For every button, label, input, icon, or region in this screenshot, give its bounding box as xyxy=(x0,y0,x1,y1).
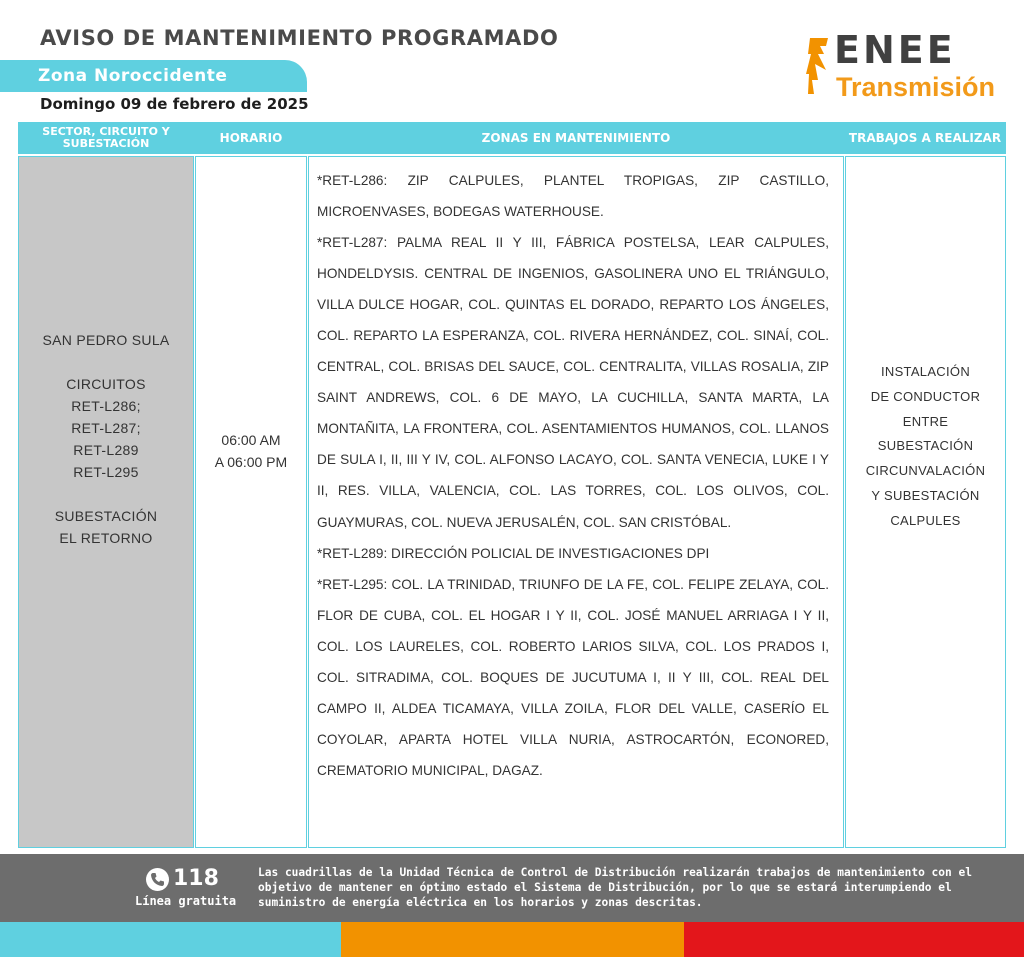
trabajos-info xyxy=(846,360,1005,534)
notice-title: AVISO DE MANTENIMIENTO PROGRAMADO xyxy=(40,26,559,50)
footer-notice: Las cuadrillas de la Unidad Técnica de Control de Distribución realizarán trabajos de mantenimiento con el objetivo de mantener en óptimo estado el Sistema de Distribución, por lo que se estará interumpiendo el suministro de energía eléctrica en los horarios y zonas descritas. xyxy=(258,866,972,909)
circuit-item: RET-L295 xyxy=(73,464,139,480)
hotline xyxy=(146,866,219,892)
zone-paragraph-l289: *RET-L289: DIRECCIÓN POLICIAL DE INVESTIGACIONES DPI xyxy=(317,545,710,561)
sector-info xyxy=(19,329,193,549)
footer xyxy=(0,854,1024,922)
sector-city: SAN PEDRO SULA xyxy=(42,332,170,348)
zones-list xyxy=(317,165,829,786)
red-bar xyxy=(684,922,1024,957)
header-trabajos: TRABAJOS A REALIZAR xyxy=(848,131,1002,145)
zone-tab: Zona Noroccidente xyxy=(0,60,307,92)
hotline-number: 118 xyxy=(173,866,219,891)
logo-subtitle: Transmisión xyxy=(836,72,996,102)
circuit-item: RET-L289 xyxy=(73,442,139,458)
phone-icon xyxy=(146,868,169,891)
zone-paragraph-l287: *RET-L287: PALMA REAL II Y III, FÁBRICA POSTELSA, LEAR CALPULES, HONDELDYSIS. CENTRAL DE INGENIOS, GASOLINERA UNO EL TRIÁNGULO, VILLA DULCE HOGAR, COL. QUINTAS EL DORADO, REPARTO LOS ÁNGELES, COL. REPARTO LA ESPERANZA, COL. RIVERA HERNÁNDEZ, COL. SINAÍ, COL. CENTRAL, COL. BRISAS DEL SAUCE, COL. CENTRALITA, VILLAS ROSALIA, ZIP SAINT ANDREWS, COL. 6 DE MAYO, LA CUCHILLA, SANTA MARTA, LA MONTAÑITA, LA FRONTERA, COL. ASENTAMIENTOS HUMANOS, COL. LLANOS DE SULA I, II, III Y IV, COL. ALFONSO LACAYO, COL. SANTA VENECIA, LUKE I Y II, RES. VILLA, VALENCIA, COL. LAS TORRES, COL. LOS OLIVOS, COL. GUAYMURAS, COL. NUEVA JERUSALÉN, COL. SAN CRISTÓBAL. xyxy=(317,235,829,530)
substation-name: EL RETORNO xyxy=(59,530,153,546)
circuits-label: CIRCUITOS xyxy=(66,376,146,392)
table-header xyxy=(18,122,1006,154)
substation-label: SUBESTACIÓN xyxy=(54,508,158,524)
horario-info xyxy=(196,429,306,473)
trabajos-line: CALPULES xyxy=(890,512,961,528)
header-zonas: ZONAS EN MANTENIMIENTO xyxy=(481,131,671,145)
enee-logo xyxy=(806,28,1006,104)
color-bars xyxy=(0,922,1024,957)
zones-cell xyxy=(308,156,844,848)
hotline-label: Línea gratuita xyxy=(135,894,237,908)
horario-end: A 06:00 PM xyxy=(214,454,288,470)
zone-paragraph-l295: *RET-L295: COL. LA TRINIDAD, TRIUNFO DE LA FE, COL. FELIPE ZELAYA, COL. FLOR DE CUBA, COL. EL HOGAR I Y II, COL. JOSÉ MANUEL ARRIAGA I Y II, COL. LOS LAURELES, COL. ROBERTO LARIOS SILVA, COL. LOS PRADOS I, COL. SITRADIMA, COL. BOQUES DE JUCUTUMA I, II Y III, COL. REAL DEL CAMPO II, ALDEA TICAMAYA, VILLA ZOILA, FLOR DEL VALLE, CASERÍO EL COYOLAR, APARTA HOTEL VILLA NURIA, ASTROCARTÓN, ECONORED, CREMATORIO MUNICIPAL, DAGAZ. xyxy=(317,576,829,778)
header-sector: SECTOR, CIRCUITO Y SUBESTACIÓN xyxy=(42,125,170,150)
trabajos-line: Y SUBESTACIÓN xyxy=(871,487,980,503)
logo-word: ENEE xyxy=(834,28,956,72)
circuit-item: RET-L287; xyxy=(71,420,141,436)
trabajos-line: CIRCUNVALACIÓN xyxy=(865,463,986,479)
notice-date: Domingo 09 de febrero de 2025 xyxy=(40,95,309,113)
trabajos-cell xyxy=(845,156,1006,848)
cyan-bar xyxy=(0,922,341,957)
orange-bar xyxy=(341,922,684,957)
header-horario: HORARIO xyxy=(219,131,283,145)
circuit-item: RET-L286; xyxy=(71,398,141,414)
lightning-bolt-icon xyxy=(806,34,832,98)
trabajos-line: INSTALACIÓN xyxy=(880,364,971,379)
trabajos-line: ENTRE xyxy=(902,413,949,429)
zone-paragraph-l286: *RET-L286: ZIP CALPULES, PLANTEL TROPIGAS, ZIP CASTILLO, MICROENVASES, BODEGAS WATERHOUSE. xyxy=(317,173,829,220)
horario-cell xyxy=(195,156,307,848)
trabajos-line: SUBESTACIÓN xyxy=(877,438,974,454)
sector-cell xyxy=(18,156,194,848)
trabajos-line: DE CONDUCTOR xyxy=(870,388,981,404)
horario-start: 06:00 AM xyxy=(221,432,281,448)
